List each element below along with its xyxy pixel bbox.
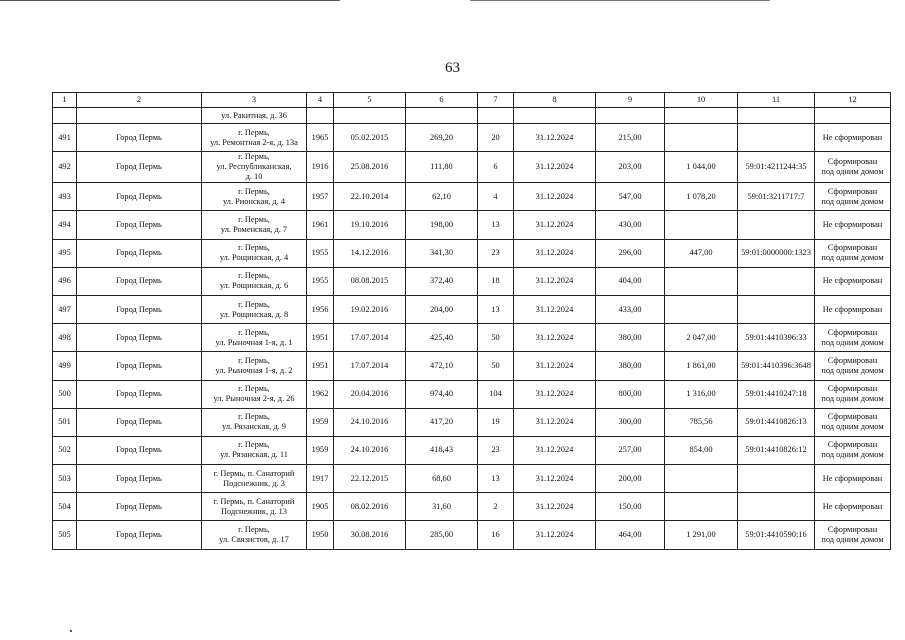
residents-cell: 13	[478, 295, 514, 323]
area-cell: 974,40	[406, 380, 478, 408]
cost-cell: 433,00	[596, 295, 665, 323]
land-area-cell	[665, 267, 738, 295]
date-cell: 30.08.2016	[334, 521, 406, 549]
address-cell-line: д. 10	[245, 172, 263, 182]
residents-cell: 50	[478, 324, 514, 352]
land-status-cell-line: Не сформирован	[822, 473, 883, 483]
land-status-cell	[815, 352, 891, 380]
continuation-row	[53, 108, 891, 124]
address-cell-line: Подснежник, д. 3	[223, 478, 285, 488]
area-cell: 68,60	[406, 465, 478, 493]
address-cell-line: ул. Ремонтная 2-я, д. 13а	[210, 137, 298, 147]
column-header: 3	[202, 93, 307, 108]
land-status-cell	[815, 183, 891, 211]
address-cell	[202, 267, 307, 295]
residents-cell: 104	[478, 380, 514, 408]
deadline-cell: 31.12.2024	[514, 295, 596, 323]
land-status-cell	[815, 211, 891, 239]
residents-cell: 23	[478, 239, 514, 267]
land-status-cell-line: Сформирован	[827, 384, 878, 394]
cadastral-number-cell: 59:01:3211717:7	[738, 183, 815, 211]
land-area-cell: 447,00	[665, 239, 738, 267]
municipality-cell: Город Пермь	[77, 380, 202, 408]
cost-cell: 203,00	[596, 152, 665, 183]
municipality-cell: Город Пермь	[77, 521, 202, 549]
cadastral-number-cell	[738, 295, 815, 323]
deadline-cell: 31.12.2024	[514, 521, 596, 549]
residents-cell: 23	[478, 436, 514, 464]
area-cell: 418,43	[406, 436, 478, 464]
land-status-cell	[815, 295, 891, 323]
address-cell-line: ул. Рионская, д. 4	[222, 196, 286, 206]
date-cell: 22.12.2015	[334, 465, 406, 493]
cadastral-number-cell: 59:01:4410826:12	[738, 436, 815, 464]
land-status-cell-line: Не сформирован	[822, 132, 883, 142]
municipality-cell: Город Пермь	[77, 324, 202, 352]
cadastral-number-cell: 59:01:0000000:1323	[738, 239, 815, 267]
deadline-cell: 31.12.2024	[514, 493, 596, 521]
residents-cell: 2	[478, 493, 514, 521]
address-cell-line: г. Пермь,	[238, 355, 270, 365]
land-status-cell-line: Сформирован	[827, 412, 878, 422]
year-built-cell: 1955	[307, 267, 334, 295]
table-row	[53, 352, 891, 380]
address-cell-line: ул. Рязанская, д. 9	[222, 422, 286, 432]
land-status-cell-line: под одним домом	[821, 535, 884, 545]
cadastral-number-cell: 59:01:4410396:33	[738, 324, 815, 352]
table-row	[53, 124, 891, 152]
row-number: 501	[53, 408, 77, 436]
residents-cell: 13	[478, 211, 514, 239]
land-status-cell-line: Сформирован	[827, 355, 878, 365]
deadline-cell: 31.12.2024	[514, 408, 596, 436]
deadline-cell: 31.12.2024	[514, 183, 596, 211]
row-number: 493	[53, 183, 77, 211]
date-cell: 19.02.2016	[334, 295, 406, 323]
municipality-cell: Город Пермь	[77, 211, 202, 239]
cadastral-number-cell: 59:01:4410396:3648	[738, 352, 815, 380]
address-cell-line: г. Пермь,	[238, 299, 270, 309]
column-header: 12	[815, 93, 891, 108]
residents-cell: 4	[478, 183, 514, 211]
column-header: 4	[307, 93, 334, 108]
cadastral-number-cell	[738, 211, 815, 239]
land-status-cell-line: Сформирован	[827, 327, 878, 337]
address-cell-line: ул. Рощинская, д. 6	[219, 281, 289, 291]
land-area-cell: 1 078,20	[665, 183, 738, 211]
land-status-cell	[815, 465, 891, 493]
year-built-cell: 1916	[307, 152, 334, 183]
column-header: 11	[738, 93, 815, 108]
deadline-cell: 31.12.2024	[514, 152, 596, 183]
land-area-cell	[665, 493, 738, 521]
address-cell-line: г. Пермь,	[238, 384, 270, 394]
year-built-cell: 1959	[307, 436, 334, 464]
top-rule	[470, 0, 770, 1]
address-cell-line: г. Пермь,	[238, 214, 270, 224]
address-cell	[202, 436, 307, 464]
area-cell: 269,20	[406, 124, 478, 152]
year-built-cell: 1961	[307, 211, 334, 239]
date-cell: 17.07.2014	[334, 352, 406, 380]
land-status-cell-line: под одним домом	[821, 253, 884, 263]
table-row	[53, 521, 891, 549]
cost-cell: 430,00	[596, 211, 665, 239]
cadastral-number-cell	[738, 124, 815, 152]
cadastral-number-cell	[738, 465, 815, 493]
table-row	[53, 183, 891, 211]
year-built-cell: 1951	[307, 324, 334, 352]
municipality-cell: Город Пермь	[77, 352, 202, 380]
row-number: 497	[53, 295, 77, 323]
land-status-cell-line: под одним домом	[821, 450, 884, 460]
cadastral-number-cell: 59:01:4211244:35	[738, 152, 815, 183]
cadastral-number-cell: 59:01:4410247:18	[738, 380, 815, 408]
cost-cell: 296,00	[596, 239, 665, 267]
land-status-cell-line: под одним домом	[821, 394, 884, 404]
address-cell-line: ул. Роменская, д. 7	[220, 224, 288, 234]
cost-cell: 404,00	[596, 267, 665, 295]
continuation-address: ул. Ракитная, д. 36	[202, 108, 307, 124]
column-header: 9	[596, 93, 665, 108]
cost-cell: 380,00	[596, 352, 665, 380]
cost-cell: 215,00	[596, 124, 665, 152]
land-status-cell-line: Не сформирован	[822, 219, 883, 229]
row-number: 502	[53, 436, 77, 464]
land-status-cell-line: под одним домом	[821, 196, 884, 206]
deadline-cell: 31.12.2024	[514, 380, 596, 408]
municipality-cell: Город Пермь	[77, 267, 202, 295]
residents-cell: 13	[478, 465, 514, 493]
row-number: 496	[53, 267, 77, 295]
table-row	[53, 436, 891, 464]
land-area-cell: 1 316,00	[665, 380, 738, 408]
date-cell: 25.08.2016	[334, 152, 406, 183]
municipality-cell: Город Пермь	[77, 295, 202, 323]
address-cell-line: г. Пермь,	[238, 440, 270, 450]
row-number: 505	[53, 521, 77, 549]
column-header: 8	[514, 93, 596, 108]
area-cell: 372,40	[406, 267, 478, 295]
column-header: 1	[53, 93, 77, 108]
year-built-cell: 1955	[307, 239, 334, 267]
land-status-cell	[815, 521, 891, 549]
address-cell-line: ул. Рощинская, д. 4	[219, 253, 289, 263]
date-cell: 24.10.2016	[334, 408, 406, 436]
address-cell-line: г. Пермь,	[238, 243, 270, 253]
column-header: 10	[665, 93, 738, 108]
column-header: 7	[478, 93, 514, 108]
deadline-cell: 31.12.2024	[514, 239, 596, 267]
land-area-cell: 1 044,00	[665, 152, 738, 183]
cost-cell: 380,00	[596, 324, 665, 352]
row-number: 495	[53, 239, 77, 267]
address-cell	[202, 352, 307, 380]
row-number: 500	[53, 380, 77, 408]
year-built-cell: 1962	[307, 380, 334, 408]
address-cell	[202, 324, 307, 352]
date-cell: 08.08.2015	[334, 267, 406, 295]
land-status-cell-line: под одним домом	[821, 337, 884, 347]
address-cell-line: ул. Республиканская,	[216, 162, 292, 172]
land-status-cell	[815, 408, 891, 436]
land-status-cell-line: под одним домом	[821, 365, 884, 375]
cadastral-number-cell: 59:01:4410826:13	[738, 408, 815, 436]
municipality-cell: Город Пермь	[77, 436, 202, 464]
address-cell-line: г. Пермь,	[238, 186, 270, 196]
address-cell	[202, 239, 307, 267]
table-row	[53, 152, 891, 183]
residents-cell: 6	[478, 152, 514, 183]
cost-cell: 150,00	[596, 493, 665, 521]
area-cell: 111,80	[406, 152, 478, 183]
area-cell: 31,60	[406, 493, 478, 521]
deadline-cell: 31.12.2024	[514, 324, 596, 352]
land-status-cell-line: Не сформирован	[822, 276, 883, 286]
address-cell-line: ул. Рязанская, д. 11	[220, 450, 288, 460]
residents-cell: 20	[478, 124, 514, 152]
housing-registry-table	[52, 92, 891, 550]
address-cell-line: г. Пермь,	[238, 127, 270, 137]
address-cell-line: ул. Рыночная 1-я, д. 1	[215, 337, 293, 347]
address-cell-line: г. Пермь,	[238, 412, 270, 422]
land-status-cell-line: Сформирован	[827, 243, 878, 253]
address-cell	[202, 295, 307, 323]
land-status-cell	[815, 493, 891, 521]
year-built-cell: 1905	[307, 493, 334, 521]
year-built-cell: 1957	[307, 183, 334, 211]
year-built-cell: 1950	[307, 521, 334, 549]
address-cell-line: ул. Связистов, д. 17	[219, 535, 289, 545]
year-built-cell: 1951	[307, 352, 334, 380]
address-cell-line: г. Пермь, п. Санаторий	[213, 468, 295, 478]
address-cell	[202, 493, 307, 521]
cost-cell: 464,00	[596, 521, 665, 549]
date-cell: 05.02.2015	[334, 124, 406, 152]
year-built-cell: 1956	[307, 295, 334, 323]
land-status-cell-line: Сформирован	[827, 440, 878, 450]
land-status-cell	[815, 124, 891, 152]
address-cell-line: г. Пермь,	[238, 152, 270, 162]
area-cell: 417,20	[406, 408, 478, 436]
municipality-cell: Город Пермь	[77, 183, 202, 211]
year-built-cell: 1959	[307, 408, 334, 436]
table-row	[53, 239, 891, 267]
land-status-cell-line: под одним домом	[821, 167, 884, 177]
area-cell: 198,00	[406, 211, 478, 239]
address-cell-line: г. Пермь,	[238, 525, 270, 535]
deadline-cell: 31.12.2024	[514, 211, 596, 239]
column-header: 5	[334, 93, 406, 108]
land-status-cell	[815, 436, 891, 464]
address-cell	[202, 183, 307, 211]
date-cell: 19.10.2016	[334, 211, 406, 239]
top-rule	[0, 0, 340, 1]
cadastral-number-cell	[738, 493, 815, 521]
year-built-cell: 1917	[307, 465, 334, 493]
date-cell: 14.12.2016	[334, 239, 406, 267]
area-cell: 341,30	[406, 239, 478, 267]
cost-cell: 800,00	[596, 380, 665, 408]
table-row	[53, 493, 891, 521]
area-cell: 62,10	[406, 183, 478, 211]
land-status-cell-line: Сформирован	[827, 525, 878, 535]
row-number: 503	[53, 465, 77, 493]
residents-cell: 19	[478, 408, 514, 436]
row-number: 498	[53, 324, 77, 352]
land-status-cell-line: под одним домом	[821, 422, 884, 432]
land-status-cell	[815, 239, 891, 267]
land-status-cell-line: Не сформирован	[822, 501, 883, 511]
land-status-cell-line: Сформирован	[827, 157, 878, 167]
column-header: 2	[77, 93, 202, 108]
municipality-cell: Город Пермь	[77, 493, 202, 521]
address-cell	[202, 211, 307, 239]
date-cell: 22.10.2014	[334, 183, 406, 211]
table-row	[53, 408, 891, 436]
table-row	[53, 465, 891, 493]
land-area-cell	[665, 465, 738, 493]
area-cell: 472,10	[406, 352, 478, 380]
land-area-cell: 785,56	[665, 408, 738, 436]
address-cell-line: Подснежник, д. 13	[220, 506, 287, 516]
scan-speck	[70, 630, 72, 632]
date-cell: 17.07.2014	[334, 324, 406, 352]
page-number: 63	[445, 60, 460, 76]
date-cell: 20.04.2016	[334, 380, 406, 408]
land-status-cell	[815, 267, 891, 295]
cadastral-number-cell	[738, 267, 815, 295]
land-area-cell: 854,00	[665, 436, 738, 464]
date-cell: 08.02.2016	[334, 493, 406, 521]
land-area-cell	[665, 295, 738, 323]
land-area-cell: 2 047,00	[665, 324, 738, 352]
cost-cell: 300,00	[596, 408, 665, 436]
land-area-cell	[665, 124, 738, 152]
table-header-row	[53, 93, 891, 108]
deadline-cell: 31.12.2024	[514, 267, 596, 295]
address-cell-line: ул. Рыночная 1-я, д. 2	[215, 365, 293, 375]
deadline-cell: 31.12.2024	[514, 436, 596, 464]
address-cell	[202, 124, 307, 152]
table-row	[53, 324, 891, 352]
land-status-cell	[815, 324, 891, 352]
row-number: 504	[53, 493, 77, 521]
municipality-cell: Город Пермь	[77, 152, 202, 183]
residents-cell: 16	[478, 521, 514, 549]
table-row	[53, 267, 891, 295]
municipality-cell: Город Пермь	[77, 408, 202, 436]
table-row	[53, 211, 891, 239]
municipality-cell: Город Пермь	[77, 239, 202, 267]
address-cell-line: г. Пермь,	[238, 271, 270, 281]
land-status-cell	[815, 152, 891, 183]
area-cell: 204,00	[406, 295, 478, 323]
address-cell	[202, 408, 307, 436]
residents-cell: 50	[478, 352, 514, 380]
deadline-cell: 31.12.2024	[514, 465, 596, 493]
address-cell	[202, 380, 307, 408]
address-cell	[202, 152, 307, 183]
address-cell-line: ул. Рыночная 2-я, д. 26	[213, 394, 295, 404]
address-cell	[202, 521, 307, 549]
row-number: 494	[53, 211, 77, 239]
address-cell	[202, 465, 307, 493]
cost-cell: 200,00	[596, 465, 665, 493]
area-cell: 285,00	[406, 521, 478, 549]
land-area-cell: 1 291,00	[665, 521, 738, 549]
municipality-cell: Город Пермь	[77, 465, 202, 493]
address-cell-line: г. Пермь,	[238, 327, 270, 337]
row-number: 491	[53, 124, 77, 152]
row-number: 492	[53, 152, 77, 183]
land-area-cell: 1 861,00	[665, 352, 738, 380]
date-cell: 24.10.2016	[334, 436, 406, 464]
cadastral-number-cell: 59:01:4410590:16	[738, 521, 815, 549]
area-cell: 425,40	[406, 324, 478, 352]
land-status-cell-line: Не сформирован	[822, 304, 883, 314]
residents-cell: 18	[478, 267, 514, 295]
table-row	[53, 380, 891, 408]
address-cell-line: г. Пермь, п. Санаторий	[213, 496, 295, 506]
deadline-cell: 31.12.2024	[514, 352, 596, 380]
row-number: 499	[53, 352, 77, 380]
land-status-cell	[815, 380, 891, 408]
cost-cell: 547,00	[596, 183, 665, 211]
land-status-cell-line: Сформирован	[827, 186, 878, 196]
municipality-cell: Город Пермь	[77, 124, 202, 152]
column-header: 6	[406, 93, 478, 108]
deadline-cell: 31.12.2024	[514, 124, 596, 152]
table-row	[53, 295, 891, 323]
cost-cell: 257,00	[596, 436, 665, 464]
address-cell-line: ул. Рощинская, д. 8	[219, 309, 289, 319]
land-area-cell	[665, 211, 738, 239]
year-built-cell: 1965	[307, 124, 334, 152]
